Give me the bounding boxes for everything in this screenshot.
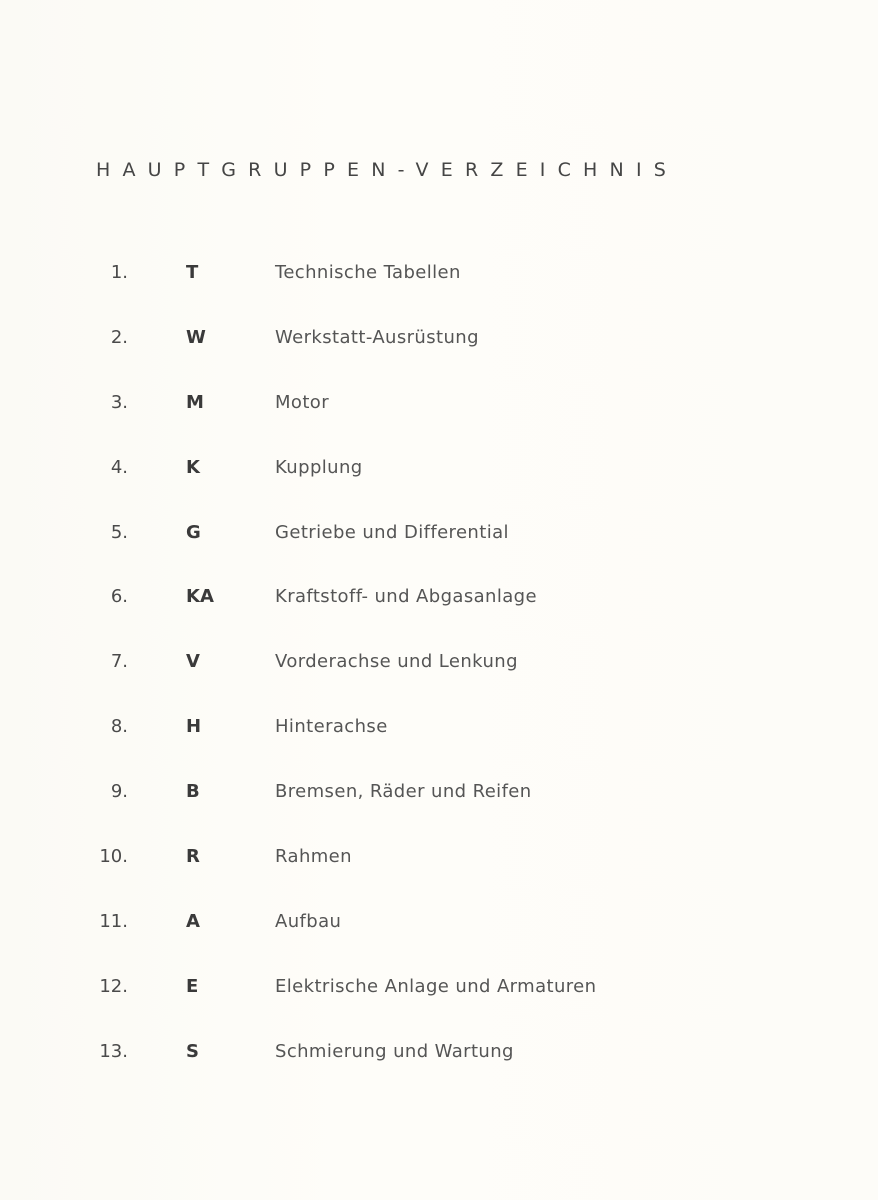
list-item <box>0 252 878 317</box>
entry-label: Getriebe und Differential <box>275 521 509 543</box>
entry-code: R <box>186 846 200 868</box>
entry-label: Kraftstoff- und Abgasanlage <box>275 586 537 608</box>
entry-code: K <box>186 456 200 478</box>
list-item <box>0 1031 878 1096</box>
entry-code: KA <box>186 586 214 608</box>
entry-label: Motor <box>275 391 330 413</box>
entry-number: 9. <box>110 781 128 803</box>
list-item <box>0 512 878 577</box>
page-title: HAUPTGRUPPEN-VERZEICHNIS <box>96 158 679 181</box>
entry-number: 7. <box>110 651 128 673</box>
list-item <box>0 836 878 901</box>
entry-number: 1. <box>110 262 128 283</box>
entry-code: S <box>186 1040 199 1062</box>
list-item <box>0 317 878 382</box>
entry-label: Rahmen <box>275 846 352 868</box>
list-item <box>0 771 878 836</box>
entry-code: V <box>186 651 200 673</box>
entry-label: Vorderachse und Lenkung <box>275 651 518 673</box>
entry-number: 12. <box>99 975 128 997</box>
list-item <box>0 966 878 1031</box>
entry-label: Kupplung <box>275 456 363 478</box>
entry-number: 11. <box>99 910 128 932</box>
entry-label: Elektrische Anlage und Armaturen <box>275 975 597 997</box>
entry-code: M <box>186 391 204 413</box>
list-item <box>0 382 878 447</box>
entry-label: Technische Tabellen <box>275 262 461 283</box>
entry-code: W <box>186 326 206 348</box>
list-item <box>0 641 878 706</box>
entry-code: H <box>186 716 202 738</box>
entry-number: 2. <box>110 326 128 348</box>
entry-number: 3. <box>110 391 128 413</box>
entry-label: Bremsen, Räder und Reifen <box>275 781 532 803</box>
main-groups-list <box>0 252 878 1096</box>
entry-number: 5. <box>110 521 128 543</box>
list-item <box>0 706 878 771</box>
entry-code: B <box>186 781 200 803</box>
entry-label: Aufbau <box>275 910 342 932</box>
entry-number: 10. <box>99 846 128 868</box>
entry-number: 8. <box>110 716 128 738</box>
entry-code: E <box>186 975 199 997</box>
entry-number: 4. <box>110 456 128 478</box>
entry-code: G <box>186 521 201 543</box>
entry-label: Schmierung und Wartung <box>275 1040 514 1062</box>
list-item <box>0 901 878 966</box>
entry-code: T <box>186 262 199 283</box>
list-item <box>0 576 878 641</box>
entry-number: 13. <box>99 1040 128 1062</box>
entry-label: Hinterachse <box>275 716 388 738</box>
list-item <box>0 447 878 512</box>
entry-label: Werkstatt-Ausrüstung <box>275 326 479 348</box>
entry-code: A <box>186 910 200 932</box>
entry-number: 6. <box>110 586 128 608</box>
